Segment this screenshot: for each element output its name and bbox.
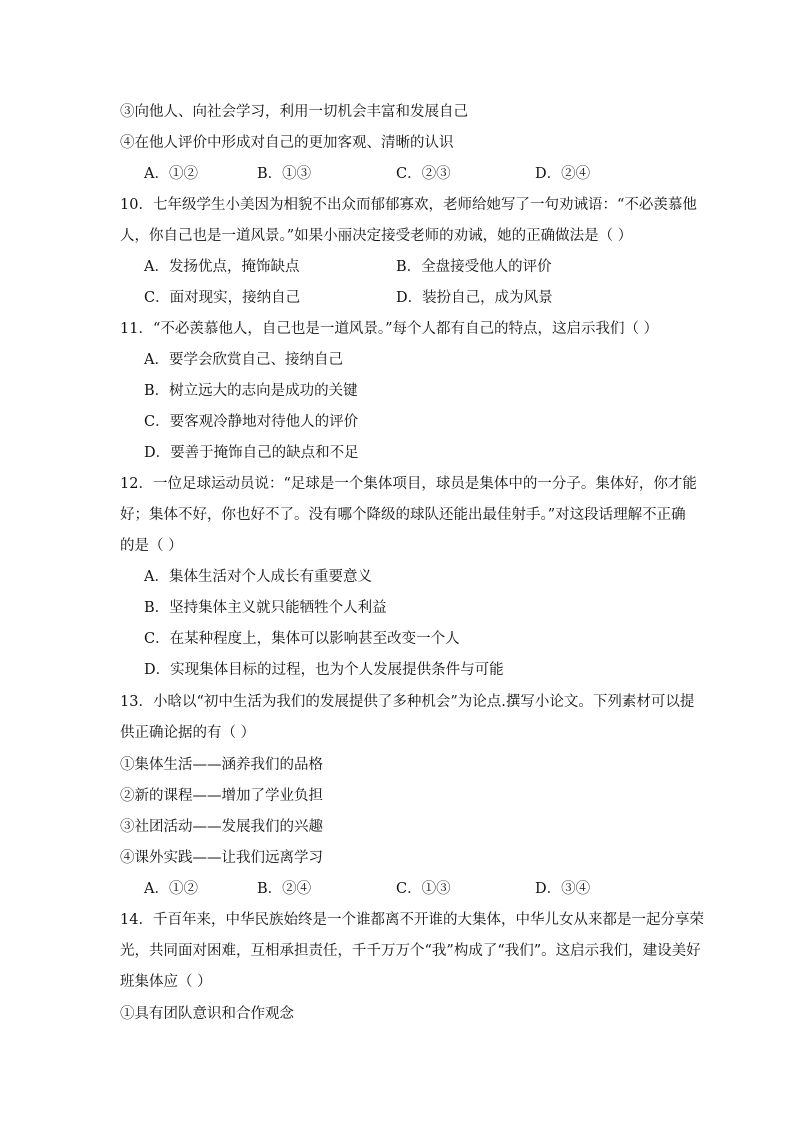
q12-option-d: D．实现集体目标的过程，也为个人发展提供条件与可能 <box>144 662 504 678</box>
q11-option-a: A．要学会欣赏自己、接纳自己 <box>144 352 343 368</box>
q9-statement-4: ④在他人评价中形成对自己的更加客观、清晰的认识 <box>120 135 454 151</box>
q11-option-c: C．要客观冷静地对待他人的评价 <box>144 414 359 430</box>
q14-statement-1: ①具有团队意识和合作观念 <box>120 1006 294 1022</box>
q10-option-c: C．面对现实，接纳自己 <box>144 290 301 306</box>
q11-stem: 11．“不必羡慕他人，自己也是一道风景。”每个人都有自己的特点，这启示我们（ ） <box>120 321 659 337</box>
q13-option-d: D．③④ <box>535 881 591 897</box>
q13-stem-line-2: 供正确论据的有（ ） <box>120 725 256 741</box>
q10-option-a: A．发扬优点，掩饰缺点 <box>144 259 300 275</box>
q14-stem-line-2: 光，共同面对困难，互相承担责任，千千万万个“我”构成了“我们”。这启示我们，建设美好 <box>120 943 701 959</box>
q11-option-b: B．树立远大的志向是成功的关键 <box>144 383 358 399</box>
q9-option-a: A．①② <box>144 166 198 182</box>
q13-statement-1: ①集体生活——涵养我们的品格 <box>120 757 323 773</box>
q13-option-a: A．①② <box>144 881 198 897</box>
q14-stem-line-1: 14．千百年来，中华民族始终是一个谁都离不开谁的大集体，中华儿女从来都是一起分享荣 <box>120 912 704 928</box>
q10-stem-line-1: 10．七年级学生小美因为相貌不出众而郁郁寡欢，老师给她写了一句劝诫语：“不必羡慕他 <box>120 197 697 213</box>
q12-stem-line-1: 12．一位足球运动员说：“足球是一个集体项目，球员是集体中的一分子。集体好，你才能 <box>120 476 697 492</box>
q14-stem-line-3: 班集体应（ ） <box>120 974 212 990</box>
q12-option-b: B．坚持集体主义就只能牺牲个人利益 <box>144 600 387 616</box>
q12-option-a: A．集体生活对个人成长有重要意义 <box>144 569 372 585</box>
q10-option-d: D．装扮自己，成为风景 <box>396 290 553 306</box>
q13-statement-4: ④课外实践——让我们远离学习 <box>120 850 323 866</box>
q11-option-d: D．要善于掩饰自己的缺点和不足 <box>144 445 359 461</box>
q10-option-b: B．全盘接受他人的评价 <box>396 259 552 275</box>
q12-stem-line-2: 好；集体不好，你也好不了。没有哪个降级的球队还能出最佳射手。”对这段话理解不正确 <box>120 507 686 523</box>
q13-statement-3: ③社团活动——发展我们的兴趣 <box>120 819 323 835</box>
q9-option-d: D．②④ <box>535 166 591 182</box>
q12-option-c: C．在某种程度上，集体可以影响甚至改变一个人 <box>144 631 460 647</box>
q9-statement-3: ③向他人、向社会学习，利用一切机会丰富和发展自己 <box>120 104 468 120</box>
q12-stem-line-3: 的是（ ） <box>120 538 183 554</box>
q13-option-c: C．①③ <box>396 881 451 897</box>
q9-option-c: C．②③ <box>396 166 451 182</box>
q13-option-b: B．②④ <box>257 881 312 897</box>
q10-stem-line-2: 人，你自己也是一道风景。”如果小丽决定接受老师的劝诫，她的正确做法是（ ） <box>120 228 633 244</box>
q13-stem-line-1: 13．小晗以“初中生活为我们的发展提供了多种机会”为论点.撰写小论文。下列素材可以提 <box>120 694 695 710</box>
q9-option-b: B．①③ <box>257 166 312 182</box>
q13-statement-2: ②新的课程——增加了学业负担 <box>120 788 323 804</box>
